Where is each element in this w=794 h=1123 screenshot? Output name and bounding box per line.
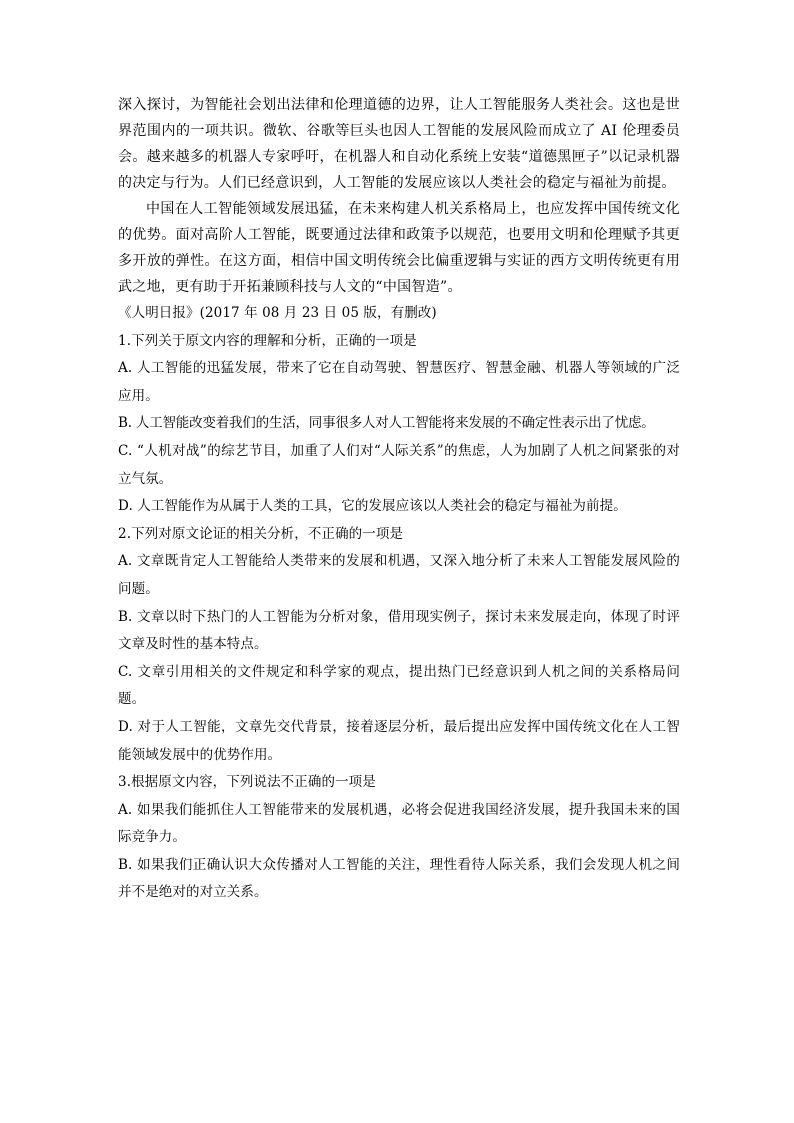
question-1 <box>118 328 680 521</box>
question-option: C. “人机对战”的综艺节目，加重了人们对“人际关系”的焦虑，人为加剧了人机之间紧张的对立气氛。 <box>118 442 680 487</box>
question-option: B. 如果我们正确认识大众传播对人工智能的关注，理性看待人际关系，我们会发现人机之间并不是绝对的对立关系。 <box>118 856 680 901</box>
question-option: A. 人工智能的迅猛发展，带来了它在自动驾驶、智慧医疗、智慧金融、机器人等领域的广泛应用。 <box>118 360 680 404</box>
question-option: A. 文章既肯定人工智能给人类带来的发展和机遇，又深入地分析了未来人工智能发展风险的问题。 <box>118 553 680 597</box>
question-stem: 3.根据原文内容，下列说法不正确的一项是 <box>118 774 376 791</box>
question-2 <box>118 521 680 769</box>
question-option: D. 人工智能作为从属于人类的工具，它的发展应该以人类社会的稳定与福祉为前提。 <box>118 498 627 515</box>
question-stem: 1.下列关于原文内容的理解和分析，正确的一项是 <box>118 332 417 349</box>
question-option: D. 对于人工智能，文章先交代背景，接着逐层分析，最后提出应发挥中国传统文化在人工智能领域发展中的优势作用。 <box>118 718 680 763</box>
passage-source: 《人明日报》(2017 年 08 月 23 日 05 版，有删改) <box>118 305 437 321</box>
question-option: C. 文章引用相关的文件规定和科学家的观点，提出热门已经意识到人机之间的关系格局问题。 <box>118 663 680 708</box>
passage-paragraph-2: 中国在人工智能领域发展迅猛，在未来构建人机关系格局上，也应发挥中国传统文化的优势。面对高阶人工智能，既要通过法律和政策予以规范，也要用文明和伦理赋予其更多开放的弹性。在这方面，相信中国文明传统会比偏重逻辑与实证的西方文明传统更有用武之地，更有助于开拓兼顾科技与人文的“中国智造”。 <box>118 201 680 295</box>
question-option: A. 如果我们能抓住人工智能带来的发展机遇，必将会促进我国经济发展，提升我国未来的国际竞争力。 <box>118 801 680 846</box>
question-option: B. 人工智能改变着我们的生活，同事很多人对人工智能将来发展的不确定性表示出了忧虑。 <box>118 415 655 432</box>
question-option: B. 文章以时下热门的人工智能为分析对象，借用现实例子，探讨未来发展走向，体现了时评文章及时性的基本特点。 <box>118 608 680 653</box>
question-3 <box>118 769 680 907</box>
passage-paragraph-1: 深入探讨，为智能社会划出法律和伦理道德的边界，让人工智能服务人类社会。这也是世界范围内的一项共识。微软、谷歌等巨头也因人工智能的发展风险而成立了 AI 伦理委员会。越来越多的机器人专家呼吁，在机器人和自动化系统上安装“道德黑匣子”以记录机器的决定与行为。人们已经意识到，人工智能的发展应该以人类社会的稳定与福祉为前提。 <box>118 97 680 191</box>
document-page <box>118 92 680 907</box>
question-stem: 2.下列对原文论证的相关分析，不正确的一项是 <box>118 525 404 542</box>
